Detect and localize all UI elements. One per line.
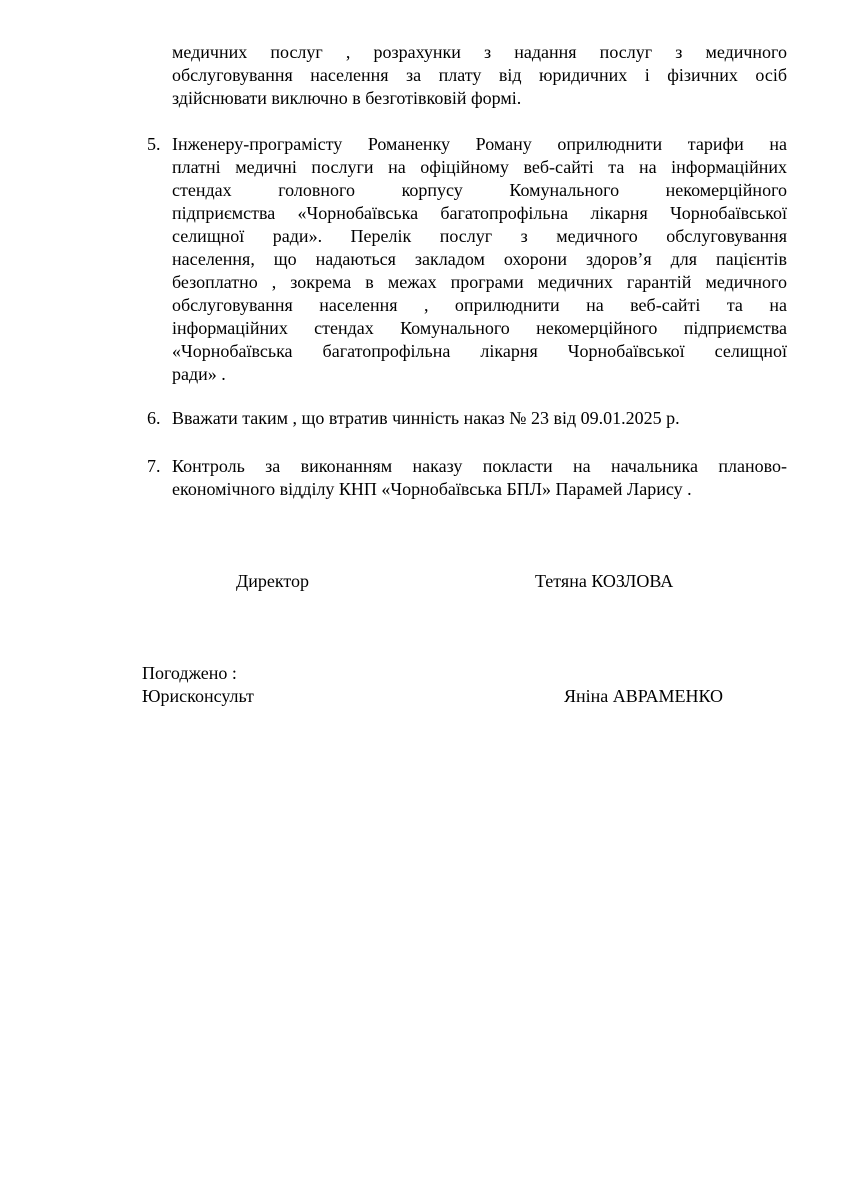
item-number: 6. [147, 408, 161, 428]
paragraph-line: обслуговування населення , оприлюднити на веб-сайті та на [172, 295, 787, 315]
paragraph-line: Контроль за виконанням наказу покласти на начальника планово- [172, 456, 787, 476]
paragraph-line: населення, що надаються закладом охорони здоров’я для пацієнтів [172, 249, 787, 269]
list-item-6 [172, 407, 787, 430]
approval-position: Юрисконсульт [142, 686, 254, 706]
signature-position: Директор [236, 571, 310, 591]
paragraph-line: Вважати таким , що втратив чинність наказ № 23 від 09.01.2025 р. [172, 408, 680, 428]
item-number: 5. [147, 134, 161, 154]
paragraph-line: медичних послуг , розрахунки з надання послуг з медичного [172, 42, 787, 62]
paragraph-line: селищної ради». Перелік послуг з медичного обслуговування [172, 226, 787, 246]
paragraph-line: ради» . [172, 364, 226, 384]
paragraph-line: «Чорнобаївська багатопрофільна лікарня Чорнобаївської селищної [172, 341, 787, 361]
list-item-7 [172, 455, 787, 501]
paragraph-line: здійснювати виключно в безготівковій формі. [172, 88, 522, 108]
paragraph-line: підприємства «Чорнобаївська багатопрофільна лікарня Чорнобаївської [172, 203, 787, 223]
paragraph-line: Інженеру-програмісту Романенку Роману оприлюднити тарифи на [172, 134, 787, 154]
paragraph-line: платні медичні послуги на офіційному веб-сайті та на інформаційних [172, 157, 787, 177]
paragraph-line: економічного відділу КНП «Чорнобаївська БПЛ» Парамей Ларису . [172, 479, 692, 499]
paragraph-line: стендах головного корпусу Комунального некомерційного [172, 180, 787, 200]
list-item-5 [172, 133, 787, 386]
approval-name: Яніна АВРАМЕНКО [564, 686, 724, 706]
continuation-paragraph [172, 41, 787, 110]
approval-label: Погоджено : [142, 663, 237, 683]
paragraph-line: безоплатно , зокрема в межах програми медичних гарантій медичного [172, 272, 787, 292]
item-number: 7. [147, 456, 161, 476]
paragraph-line: обслуговування населення за плату від юридичних і фізичних осіб [172, 65, 787, 85]
signature-name: Тетяна КОЗЛОВА [535, 571, 674, 591]
paragraph-line: інформаційних стендах Комунального некомерційного підприємства [172, 318, 787, 338]
